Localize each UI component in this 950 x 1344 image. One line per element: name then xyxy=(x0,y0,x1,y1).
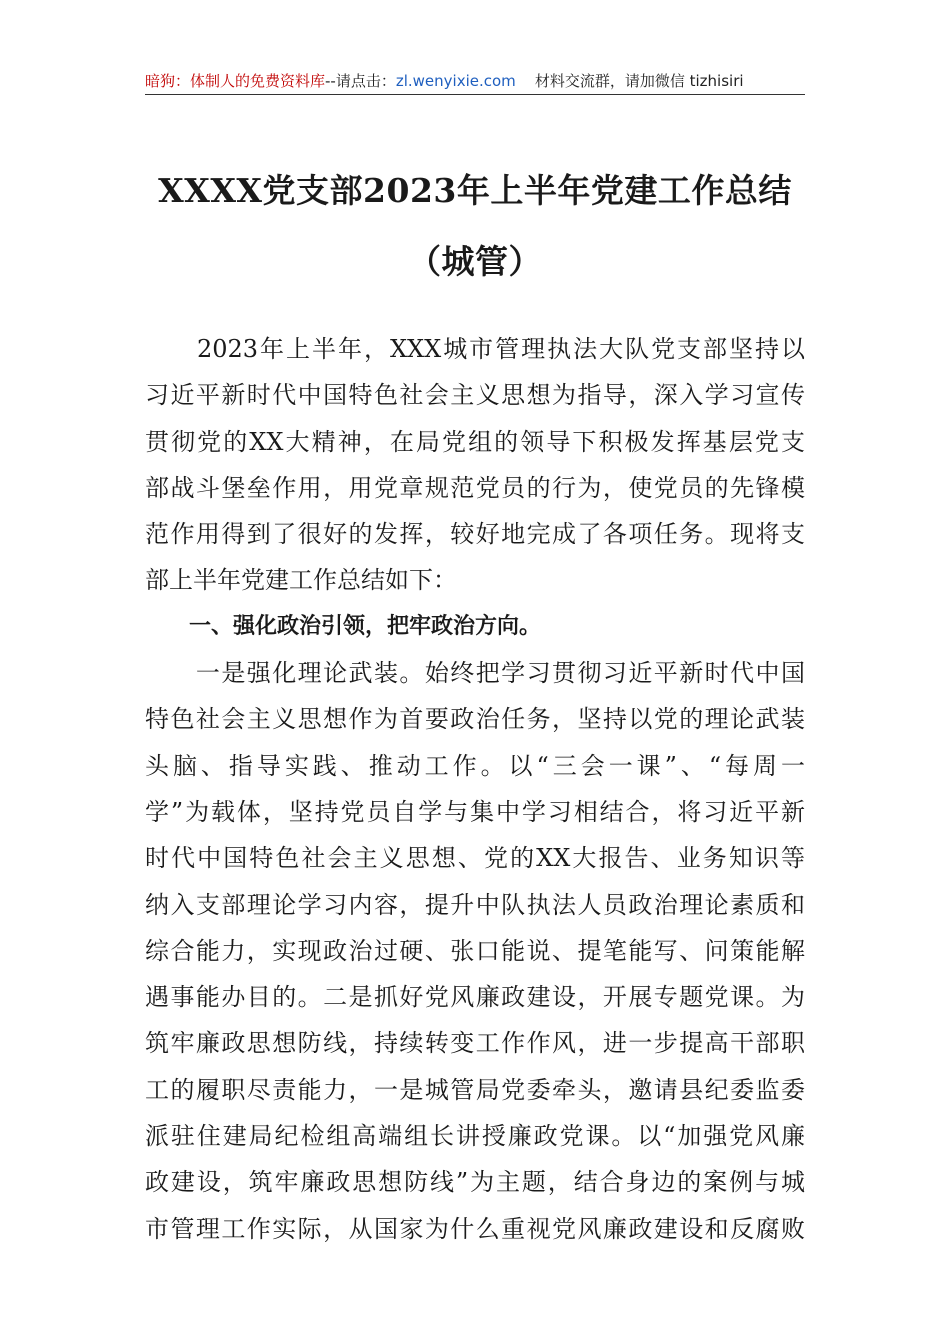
body-line: 部上半年党建工作总结如下： xyxy=(145,566,457,595)
body-line: 范作用得到了很好的发挥，较好地完成了各项任务。现将支 xyxy=(145,520,805,549)
body-line: 纳入支部理论学习内容，提升中队执法人员政治理论素质和 xyxy=(145,890,805,919)
body-line: 部战斗堡垒作用，用党章规范党员的行为，使党员的先锋模 xyxy=(145,473,805,502)
body-line: 工的履职尽责能力，一是城管局党委牵头，邀请县纪委监委 xyxy=(145,1075,805,1104)
body-line: 贯彻党的XX大精神，在局党组的领导下积极发挥基层党支 xyxy=(145,427,805,456)
page-header xyxy=(145,68,805,94)
header-contact: 材料交流群，请加微信 tizhisiri xyxy=(534,72,744,90)
document-body xyxy=(145,326,805,1252)
body-line: 头脑、指导实践、推动工作。以“三会一课”、“每周一 xyxy=(145,751,805,780)
section-heading: 一、强化政治引领，把牢政治方向。 xyxy=(145,613,542,639)
body-line: 一是强化理论武装。始终把学习贯彻习近平新时代中国 xyxy=(145,659,805,688)
body-line: 政建设，筑牢廉政思想防线”为主题，结合身边的案例与城 xyxy=(145,1168,805,1197)
document-subtitle: （城管） xyxy=(408,242,542,281)
body-line: 时代中国特色社会主义思想、党的XX大报告、业务知识等 xyxy=(145,844,805,873)
body-line: 市管理工作实际，从国家为什么重视党风廉政建设和反腐败 xyxy=(145,1214,805,1243)
header-spacer xyxy=(516,72,535,90)
body-line: 筑牢廉政思想防线，持续转变工作作风，进一步提高干部职 xyxy=(145,1029,805,1058)
header-site-name: 暗狗：体制人的免费资料库 xyxy=(145,72,326,90)
body-line: 2023年上半年，XXX城市管理执法大队党支部坚持以 xyxy=(145,335,805,363)
header-divider xyxy=(145,94,805,95)
header-prompt: --请点击： xyxy=(325,72,396,90)
body-line: 遇事能办目的。二是抓好党风廉政建设，开展专题党课。为 xyxy=(145,983,805,1012)
body-line: 习近平新时代中国特色社会主义思想为指导，深入学习宣传 xyxy=(145,381,805,410)
body-line: 特色社会主义思想作为首要政治任务，坚持以党的理论武装 xyxy=(145,705,805,734)
header-url-link[interactable]: zl.wenyixie.com xyxy=(395,72,516,90)
body-line: 派驻住建局纪检组高端组长讲授廉政党课。以“加强党风廉 xyxy=(145,1122,805,1151)
body-line: 学”为载体，坚持党员自学与集中学习相结合，将习近平新 xyxy=(145,797,805,826)
body-line: 综合能力，实现政治过硬、张口能说、提笔能写、问策能解 xyxy=(145,936,805,965)
document-title: XXXX党支部2023年上半年党建工作总结 xyxy=(158,171,792,210)
